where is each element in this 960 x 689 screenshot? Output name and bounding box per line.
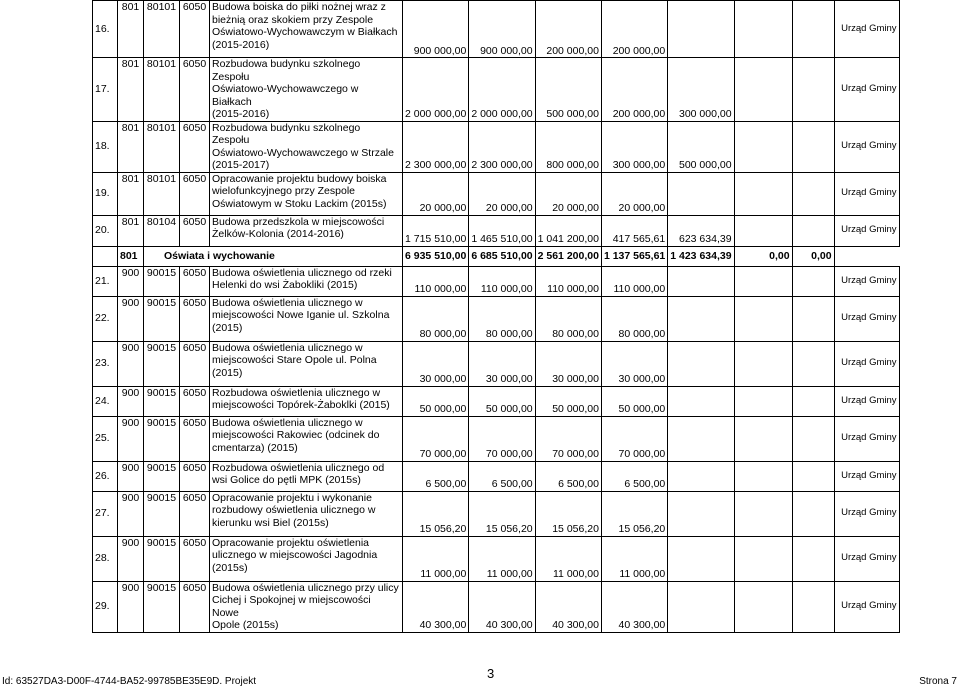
description-line: Budowa oświetlenia ulicznego w xyxy=(212,296,363,309)
table-row xyxy=(93,461,900,491)
responsible-unit: Urząd Gminy xyxy=(834,1,899,58)
amount-cell-empty xyxy=(792,1,834,58)
amount-cell-empty xyxy=(792,296,834,341)
table-body-gospodarka xyxy=(93,266,900,632)
responsible-unit: Urząd Gminy xyxy=(834,58,899,122)
table-row xyxy=(93,1,900,58)
row-number: 27. xyxy=(93,491,118,536)
amount-cell: 11 000,00 xyxy=(601,536,667,581)
amount-cell xyxy=(734,461,792,491)
rozdzial-code: 80101 xyxy=(144,58,180,122)
amount-cell: 6 500,00 xyxy=(535,461,601,491)
amount-cell xyxy=(668,266,734,296)
amount-cell: 50 000,00 xyxy=(403,386,469,416)
table-row xyxy=(93,341,900,386)
summary-value-4: 1 423 634,39 xyxy=(668,246,734,266)
responsible-unit: Urząd Gminy xyxy=(834,491,899,536)
task-description xyxy=(210,266,403,296)
amount-cell: 40 300,00 xyxy=(535,581,601,632)
amount-cell: 200 000,00 xyxy=(535,1,601,58)
amount-cell-empty xyxy=(792,386,834,416)
amount-cell: 40 300,00 xyxy=(469,581,535,632)
description-line: Opracowanie projektu i wykonanie xyxy=(212,491,372,504)
row-number: 21. xyxy=(93,266,118,296)
amount-cell: 11 000,00 xyxy=(469,536,535,581)
paragraf-code: 6050 xyxy=(180,172,210,215)
amount-cell: 417 565,61 xyxy=(601,215,667,246)
description-line: bieżnią oraz skokiem przy Zespole xyxy=(212,13,374,26)
rozdzial-code: 90015 xyxy=(144,416,180,461)
task-description xyxy=(210,461,403,491)
amount-cell xyxy=(668,461,734,491)
table-row xyxy=(93,386,900,416)
amount-cell xyxy=(668,296,734,341)
summary-value-6: 0,00 xyxy=(792,246,834,266)
description-line: kierunku wsi Biel (2015s) xyxy=(212,516,329,529)
responsible-unit: Urząd Gminy xyxy=(834,386,899,416)
task-description xyxy=(210,215,403,246)
row-number: 16. xyxy=(93,1,118,58)
amount-cell: 1 715 510,00 xyxy=(403,215,469,246)
responsible-unit: Urząd Gminy xyxy=(834,172,899,215)
row-number: 19. xyxy=(93,172,118,215)
amount-cell: 15 056,20 xyxy=(403,491,469,536)
description-line: (2015) xyxy=(212,366,243,379)
amount-cell: 1 041 200,00 xyxy=(535,215,601,246)
amount-cell: 110 000,00 xyxy=(601,266,667,296)
description-line: Rozbudowa budynku szkolnego Zespołu xyxy=(212,121,361,146)
row-number: 29. xyxy=(93,581,118,632)
amount-cell xyxy=(668,341,734,386)
rozdzial-code: 90015 xyxy=(144,341,180,386)
amount-cell: 1 465 510,00 xyxy=(469,215,535,246)
amount-cell: 110 000,00 xyxy=(469,266,535,296)
amount-cell xyxy=(734,121,792,172)
description-line: wsi Golice do pętli MPK (2015s) xyxy=(212,474,361,486)
amount-cell-empty xyxy=(792,461,834,491)
dzial-code: 801 xyxy=(118,172,144,215)
amount-cell: 80 000,00 xyxy=(601,296,667,341)
amount-cell: 500 000,00 xyxy=(535,58,601,122)
rozdzial-code: 90015 xyxy=(144,386,180,416)
amount-cell-empty xyxy=(792,266,834,296)
task-description xyxy=(210,172,403,215)
amount-cell xyxy=(668,536,734,581)
amount-cell: 110 000,00 xyxy=(403,266,469,296)
amount-cell: 6 500,00 xyxy=(469,461,535,491)
amount-cell: 300 000,00 xyxy=(601,121,667,172)
task-description xyxy=(210,416,403,461)
responsible-unit: Urząd Gminy xyxy=(834,296,899,341)
row-number: 17. xyxy=(93,58,118,122)
amount-cell: 200 000,00 xyxy=(601,58,667,122)
description-line: Budowa oświetlenia ulicznego w xyxy=(212,416,363,429)
responsible-unit: Urząd Gminy xyxy=(834,215,899,246)
task-description xyxy=(210,58,403,122)
description-line: Budowa boiska do piłki nożnej wraz z xyxy=(212,1,386,13)
task-description xyxy=(210,121,403,172)
amount-cell: 70 000,00 xyxy=(535,416,601,461)
amount-cell: 70 000,00 xyxy=(403,416,469,461)
description-line: ulicznego w miejscowości Jagodnia xyxy=(212,549,378,561)
paragraf-code: 6050 xyxy=(180,341,210,386)
paragraf-code: 6050 xyxy=(180,1,210,58)
rozdzial-code: 90015 xyxy=(144,491,180,536)
task-description xyxy=(210,581,403,632)
page-number: 3 xyxy=(487,666,495,681)
amount-cell: 15 056,20 xyxy=(535,491,601,536)
amount-cell: 70 000,00 xyxy=(601,416,667,461)
table-row xyxy=(93,172,900,215)
responsible-unit: Urząd Gminy xyxy=(834,266,899,296)
amount-cell: 11 000,00 xyxy=(403,536,469,581)
task-description xyxy=(210,536,403,581)
table-row xyxy=(93,215,900,246)
dzial-code: 900 xyxy=(118,341,144,386)
row-number: 28. xyxy=(93,536,118,581)
paragraf-code: 6050 xyxy=(180,266,210,296)
amount-cell: 2 000 000,00 xyxy=(469,58,535,122)
row-number: 24. xyxy=(93,386,118,416)
dzial-code: 900 xyxy=(118,296,144,341)
description-line: Rozbudowa budynku szkolnego Zespołu xyxy=(212,58,361,83)
description-line: rozbudowy oświetlenia ulicznego w xyxy=(212,504,376,516)
summary-label: Oświata i wychowanie xyxy=(144,246,403,266)
description-line: Oświatowo-Wychowawczym w Białkach xyxy=(212,26,398,38)
amount-cell xyxy=(734,416,792,461)
amount-cell: 2 300 000,00 xyxy=(403,121,469,172)
rozdzial-code: 90015 xyxy=(144,296,180,341)
amount-cell: 110 000,00 xyxy=(535,266,601,296)
rozdzial-code: 90015 xyxy=(144,581,180,632)
description-line: Rozbudowa oświetlenia ulicznego w xyxy=(212,386,381,399)
paragraf-code: 6050 xyxy=(180,491,210,536)
rozdzial-code: 90015 xyxy=(144,536,180,581)
amount-cell xyxy=(734,1,792,58)
paragraf-code: 6050 xyxy=(180,386,210,416)
description-line: miejscowości Rakowiec (odcinek do xyxy=(212,429,380,441)
amount-cell xyxy=(734,386,792,416)
amount-cell: 623 634,39 xyxy=(668,215,734,246)
summary-value-1: 6 685 510,00 xyxy=(469,246,535,266)
description-line: Oświatowo-Wychowawczego w Strzale xyxy=(212,146,394,159)
description-line: Helenki do wsi Żabokliki (2015) xyxy=(212,279,358,291)
description-line: Budowa oświetlenia ulicznego przy ulicy xyxy=(212,581,399,594)
amount-cell-empty xyxy=(792,416,834,461)
amount-cell-empty xyxy=(792,491,834,536)
amount-cell-empty xyxy=(792,58,834,122)
rozdzial-code: 80101 xyxy=(144,1,180,58)
table-row xyxy=(93,581,900,632)
summary-value-2: 2 561 200,00 xyxy=(535,246,601,266)
amount-cell-empty xyxy=(792,536,834,581)
amount-cell-empty xyxy=(792,121,834,172)
amount-cell: 15 056,20 xyxy=(601,491,667,536)
description-line: miejscowości Stare Opole ul. Polna xyxy=(212,354,377,366)
table-row xyxy=(93,121,900,172)
amount-cell: 2 300 000,00 xyxy=(469,121,535,172)
dzial-code: 801 xyxy=(118,121,144,172)
amount-cell xyxy=(734,172,792,215)
description-line: Cichej i Spokojnej w miejscowości Nowe xyxy=(212,594,371,619)
amount-cell: 50 000,00 xyxy=(469,386,535,416)
table-body-oswiata xyxy=(93,1,900,247)
paragraf-code: 6050 xyxy=(180,296,210,341)
paragraf-code: 6050 xyxy=(180,58,210,122)
amount-cell xyxy=(734,491,792,536)
description-line: Opole (2015s) xyxy=(212,619,279,631)
description-line: Oświatowo-Wychowawczego w Białkach xyxy=(212,83,359,108)
task-description xyxy=(210,1,403,58)
dzial-code: 801 xyxy=(118,58,144,122)
description-line: (2015-2016) xyxy=(212,108,270,120)
rozdzial-code: 80101 xyxy=(144,121,180,172)
paragraf-code: 6050 xyxy=(180,581,210,632)
description-line: Żelków-Kolonia (2014-2016) xyxy=(212,228,344,240)
amount-cell: 80 000,00 xyxy=(535,296,601,341)
table-row xyxy=(93,491,900,536)
summary-value-5: 0,00 xyxy=(734,246,792,266)
amount-cell-empty xyxy=(792,581,834,632)
table-row xyxy=(93,536,900,581)
dzial-code: 900 xyxy=(118,416,144,461)
amount-cell-empty xyxy=(792,215,834,246)
description-line: Oświatowym w Stoku Lackim (2015s) xyxy=(212,197,387,210)
amount-cell: 50 000,00 xyxy=(601,386,667,416)
description-line: Opracowanie projektu oświetlenia xyxy=(212,536,370,549)
amount-cell: 900 000,00 xyxy=(469,1,535,58)
description-line: miejscowości Nowe Iganie ul. Szkolna xyxy=(212,309,390,321)
responsible-unit: Urząd Gminy xyxy=(834,461,899,491)
amount-cell xyxy=(668,416,734,461)
amount-cell: 30 000,00 xyxy=(469,341,535,386)
task-description xyxy=(210,296,403,341)
row-number: 18. xyxy=(93,121,118,172)
amount-cell xyxy=(734,266,792,296)
description-line: Budowa oświetlenia ulicznego w xyxy=(212,341,363,354)
amount-cell: 20 000,00 xyxy=(601,172,667,215)
row-number: 23. xyxy=(93,341,118,386)
amount-cell: 200 000,00 xyxy=(601,1,667,58)
description-line: miejscowości Topórek-Żaboklki (2015) xyxy=(212,399,390,411)
amount-cell: 80 000,00 xyxy=(469,296,535,341)
description-line: Rozbudowa oświetlenia ulicznego od xyxy=(212,461,385,474)
task-description xyxy=(210,386,403,416)
page-footer xyxy=(0,664,960,689)
responsible-unit: Urząd Gminy xyxy=(834,341,899,386)
description-line: (2015-2017) xyxy=(212,159,270,171)
dzial-code: 900 xyxy=(118,386,144,416)
amount-cell xyxy=(734,581,792,632)
rozdzial-code: 90015 xyxy=(144,266,180,296)
summary-dzial: 801 xyxy=(118,246,144,266)
amount-cell: 800 000,00 xyxy=(535,121,601,172)
responsible-unit: Urząd Gminy xyxy=(834,121,899,172)
amount-cell: 300 000,00 xyxy=(668,58,734,122)
description-line: (2015s) xyxy=(212,561,248,574)
description-line: Budowa oświetlenia ulicznego od rzeki xyxy=(212,266,392,279)
amount-cell: 6 500,00 xyxy=(403,461,469,491)
responsible-unit: Urząd Gminy xyxy=(834,536,899,581)
amount-cell xyxy=(668,386,734,416)
amount-cell: 11 000,00 xyxy=(535,536,601,581)
description-line: Budowa przedszkola w miejscowości xyxy=(212,215,385,228)
description-line: (2015-2016) xyxy=(212,38,270,51)
amount-cell: 15 056,20 xyxy=(469,491,535,536)
amount-cell: 80 000,00 xyxy=(403,296,469,341)
row-number: 20. xyxy=(93,215,118,246)
task-description xyxy=(210,491,403,536)
amount-cell xyxy=(668,491,734,536)
table-row xyxy=(93,296,900,341)
dzial-code: 900 xyxy=(118,536,144,581)
amount-cell: 50 000,00 xyxy=(535,386,601,416)
description-line: cmentarza) (2015) xyxy=(212,441,298,454)
rozdzial-code: 80104 xyxy=(144,215,180,246)
amount-cell xyxy=(668,172,734,215)
paragraf-code: 6050 xyxy=(180,416,210,461)
paragraf-code: 6050 xyxy=(180,536,210,581)
amount-cell: 900 000,00 xyxy=(403,1,469,58)
summary-value-0: 6 935 510,00 xyxy=(403,246,469,266)
paragraf-code: 6050 xyxy=(180,215,210,246)
amount-cell xyxy=(668,581,734,632)
amount-cell xyxy=(734,215,792,246)
description-line: wielofunkcyjnego przy Zespole xyxy=(212,185,355,197)
dzial-code: 900 xyxy=(118,491,144,536)
table-row xyxy=(93,416,900,461)
amount-cell xyxy=(734,536,792,581)
description-line: Opracowanie projektu budowy boiska xyxy=(212,172,387,185)
amount-cell: 20 000,00 xyxy=(469,172,535,215)
rozdzial-code: 90015 xyxy=(144,461,180,491)
amount-cell xyxy=(734,341,792,386)
dzial-code: 900 xyxy=(118,581,144,632)
page-label: Strona 7 xyxy=(919,676,957,687)
document-id: Id: 63527DA3-D00F-4744-BA52-99785BE35E9D. Projekt xyxy=(2,676,257,687)
amount-cell: 40 300,00 xyxy=(601,581,667,632)
budget-table xyxy=(92,0,900,633)
dzial-code: 900 xyxy=(118,461,144,491)
amount-cell: 6 500,00 xyxy=(601,461,667,491)
row-number: 25. xyxy=(93,416,118,461)
amount-cell: 20 000,00 xyxy=(535,172,601,215)
amount-cell: 500 000,00 xyxy=(668,121,734,172)
row-number: 22. xyxy=(93,296,118,341)
table-row xyxy=(93,58,900,122)
task-description xyxy=(210,341,403,386)
amount-cell-empty xyxy=(792,172,834,215)
summary-value-3: 1 137 565,61 xyxy=(601,246,667,266)
amount-cell xyxy=(734,296,792,341)
responsible-unit: Urząd Gminy xyxy=(834,581,899,632)
amount-cell xyxy=(734,58,792,122)
amount-cell: 30 000,00 xyxy=(535,341,601,386)
paragraf-code: 6050 xyxy=(180,461,210,491)
amount-cell-empty xyxy=(792,341,834,386)
table-row xyxy=(93,266,900,296)
amount-cell: 30 000,00 xyxy=(403,341,469,386)
responsible-unit: Urząd Gminy xyxy=(834,416,899,461)
amount-cell: 40 300,00 xyxy=(403,581,469,632)
row-number: 26. xyxy=(93,461,118,491)
amount-cell: 20 000,00 xyxy=(403,172,469,215)
amount-cell: 70 000,00 xyxy=(469,416,535,461)
amount-cell: 30 000,00 xyxy=(601,341,667,386)
dzial-code: 801 xyxy=(118,1,144,58)
paragraf-code: 6050 xyxy=(180,121,210,172)
description-line: (2015) xyxy=(212,321,243,334)
rozdzial-code: 80101 xyxy=(144,172,180,215)
amount-cell xyxy=(668,1,734,58)
dzial-code: 801 xyxy=(118,215,144,246)
amount-cell: 2 000 000,00 xyxy=(403,58,469,122)
summary-row xyxy=(93,246,900,266)
dzial-code: 900 xyxy=(118,266,144,296)
